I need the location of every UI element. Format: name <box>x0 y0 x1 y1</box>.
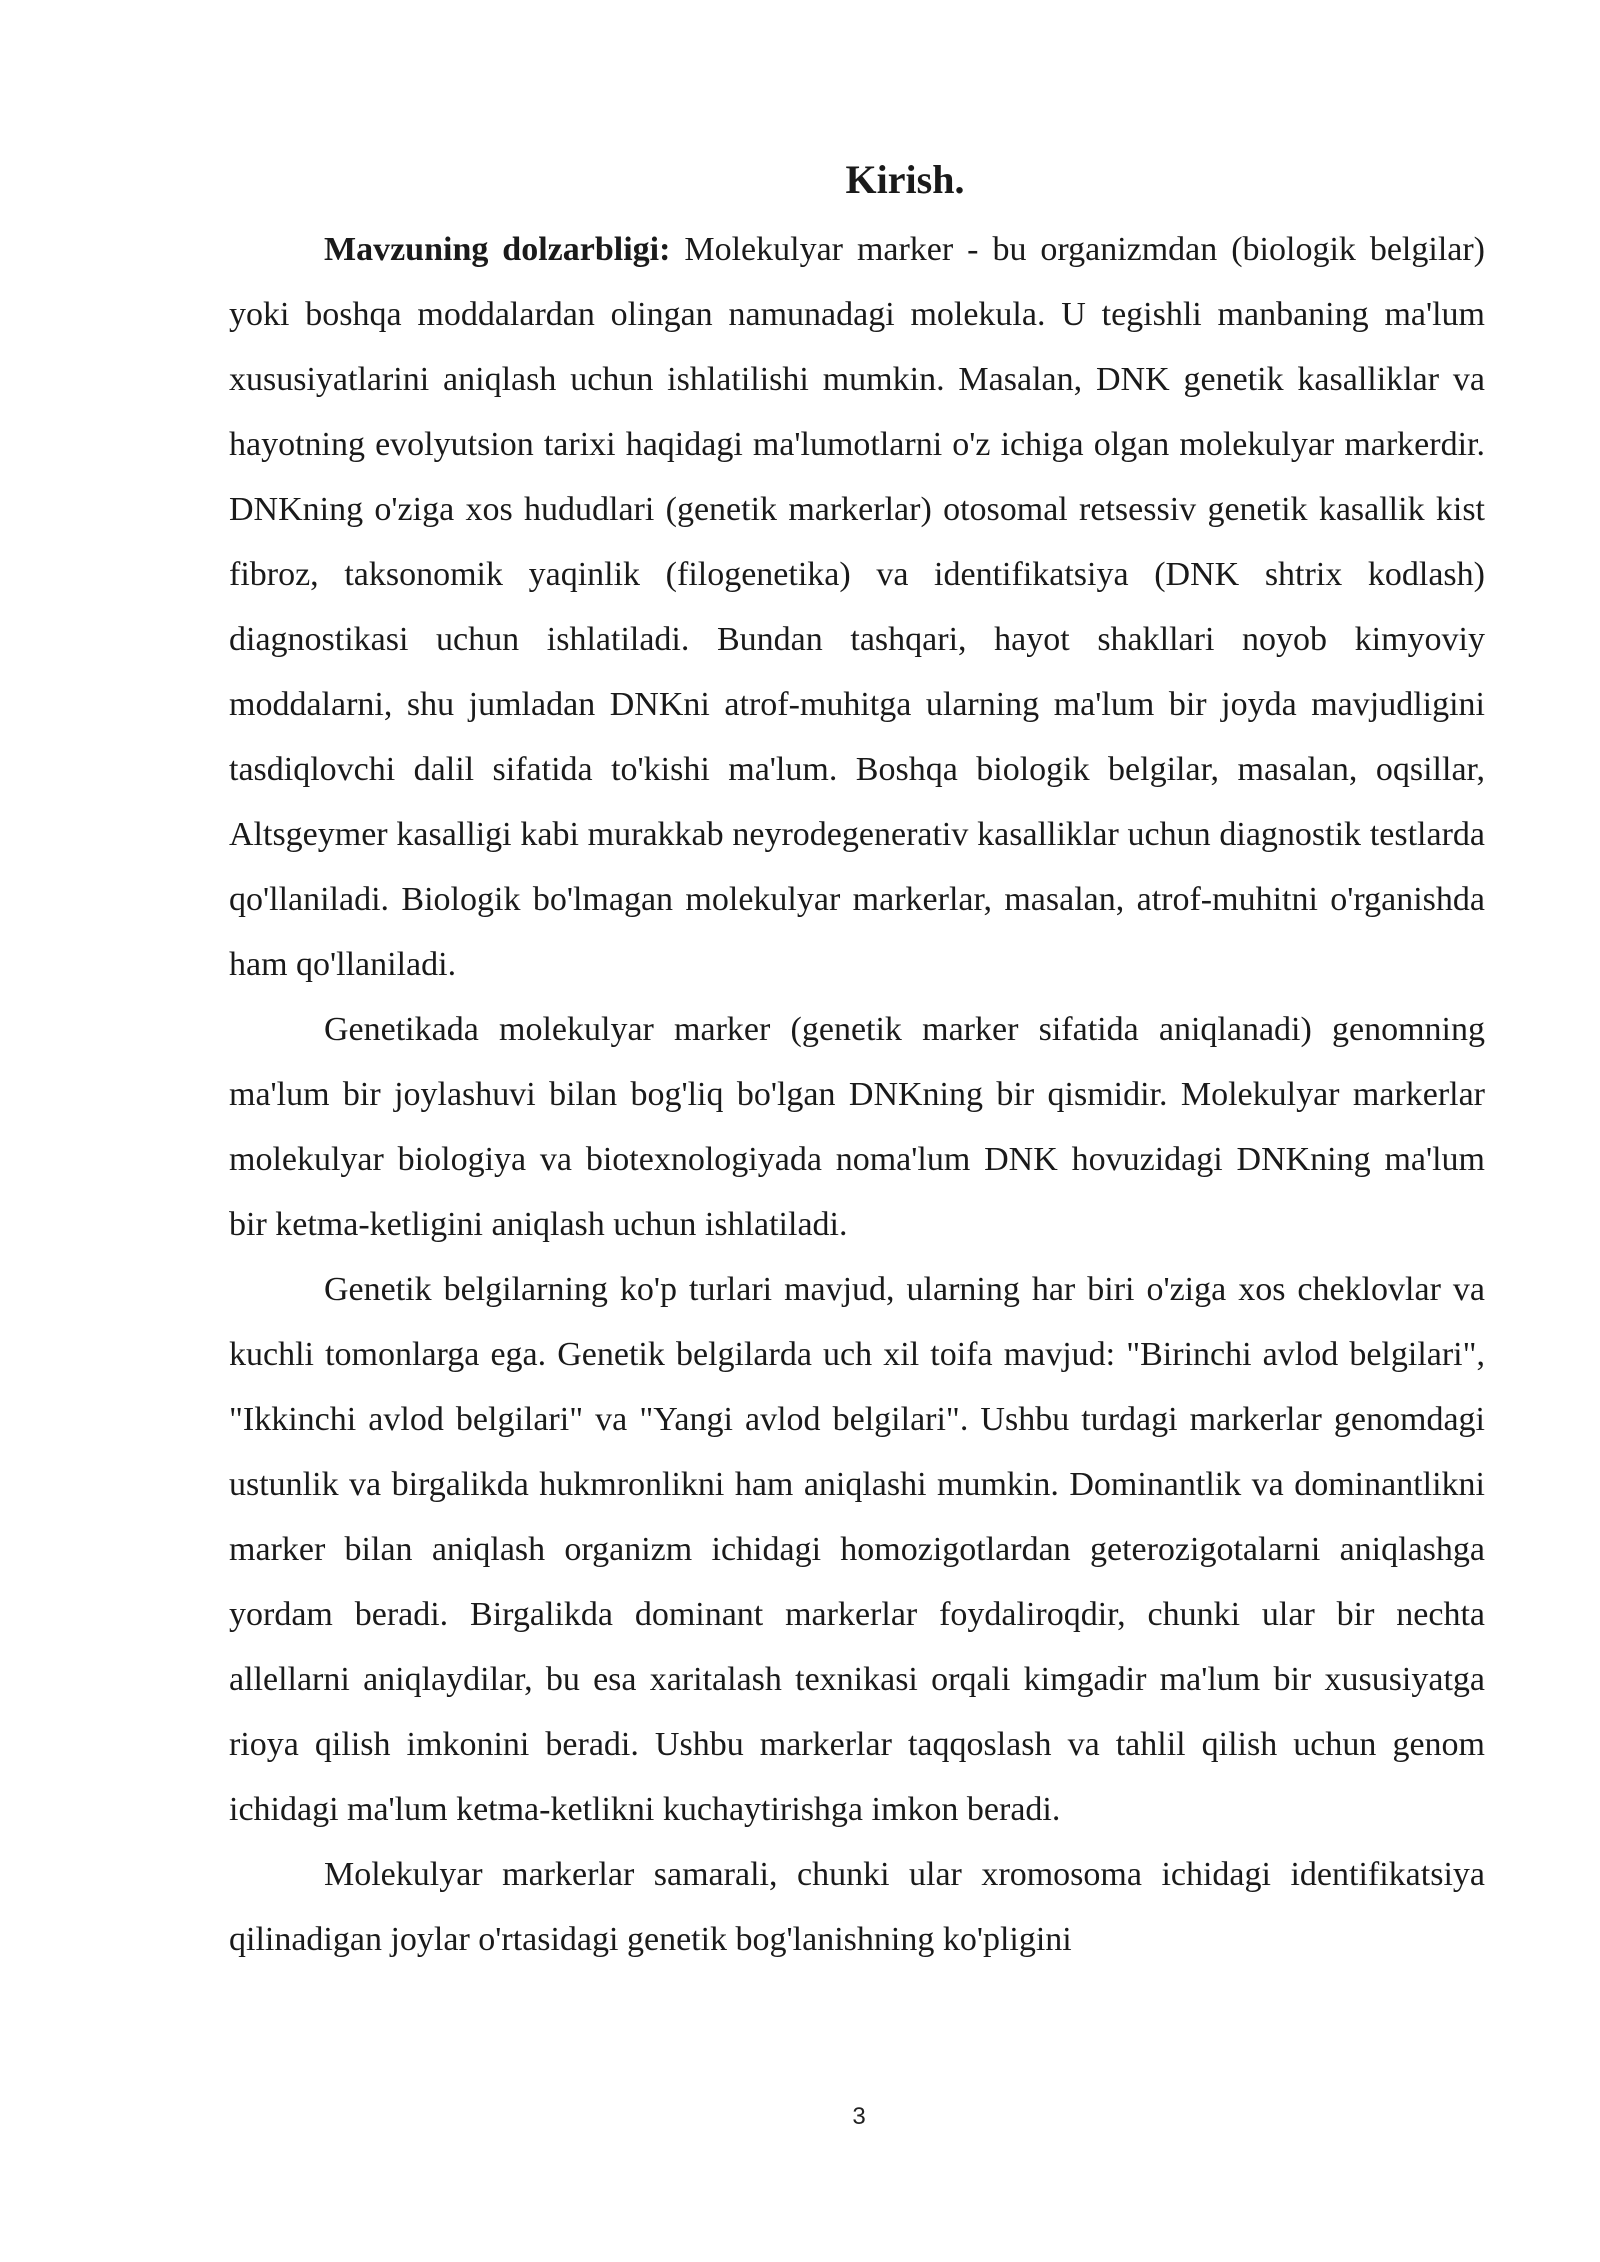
paragraph-4 <box>229 1842 1485 1972</box>
paragraph-text: Molekulyar markerlar samarali, chunki ular xromosoma ichidagi identifikatsiya qilinadigan joylar o'rtasidagi genetik bog'lanishning ko'pligini <box>229 1856 1485 1958</box>
paragraph-2 <box>229 997 1485 1257</box>
body-text <box>229 217 1485 1972</box>
paragraph-text: Molekulyar marker - bu organizmdan (biologik belgilar) yoki boshqa moddalardan olingan namunadagi molekula. U tegishli manbaning ma'lum xususiyatlarini aniqlash uchun ishlatilishi mumkin. Masalan, DNK genetik kasalliklar va hayotning evolyutsion tarixi haqidagi ma'lumotlarni o'z ichiga olgan molekulyar markerdir. DNKning o'ziga xos hududlari (genetik markerlar) otosomal retsessiv genetik kasallik kist fibroz, taksonomik yaqinlik (filogenetika) va identifikatsiya (DNK shtrix kodlash) diagnostikasi uchun ishlatiladi. Bundan tashqari, hayot shakllari noyob kimyoviy moddalarni, shu jumladan DNKni atrof-muhitga ularning ma'lum bir joyda mavjudligini tasdiqlovchi dalil sifatida to'kishi ma'lum. Boshqa biologik belgilar, masalan, oqsillar, Altsgeymer kasalligi kabi murakkab neyrodegenerativ kasalliklar uchun diagnostik testlarda qo'llaniladi. Biologik bo'lmagan molekulyar markerlar, masalan, atrof-muhitni o'rganishda ham qo'llaniladi. <box>229 231 1486 983</box>
paragraph-text: Genetik belgilarning ko'p turlari mavjud, ularning har biri o'ziga xos cheklovlar va kuchli tomonlarga ega. Genetik belgilarda uch xil toifa mavjud: "Birinchi avlod belgilari", "Ikkinchi avlod belgilari" va "Yangi avlod belgilari". Ushbu turdagi markerlar genomdagi ustunlik va birgalikda hukmronlikni ham aniqlashi mumkin. Dominantlik va dominantlikni marker bilan aniqlash organizm ichidagi homozigotlardan geterozigotalarni aniqlashga yordam beradi. Birgalikda dominant markerlar foydaliroqdir, chunki ular bir nechta allellarni aniqlaydilar, bu esa xaritalash texnikasi orqali kimgadir ma'lum bir xususiyatga rioya qilish imkonini beradi. Ushbu markerlar taqqoslash va tahlil qilish uchun genom ichidagi ma'lum ketma-ketlikni kuchaytirishga imkon beradi. <box>229 1271 1485 1828</box>
page-title: Kirish. <box>845 157 965 202</box>
page-number: 3 <box>852 2103 866 2130</box>
paragraph-3 <box>229 1257 1485 1842</box>
paragraph-1 <box>229 217 1485 997</box>
paragraph-text: Genetikada molekulyar marker (genetik marker sifatida aniqlanadi) genomning ma'lum bir joylashuvi bilan bog'liq bo'lgan DNKning bir qismidir. Molekulyar markerlar molekulyar biologiya va biotexnologiyada noma'lum DNK hovuzidagi DNKning ma'lum bir ketma-ketligini aniqlash uchun ishlatiladi. <box>229 1011 1485 1243</box>
paragraph-lead: Mavzuning dolzarbligi: <box>324 231 671 268</box>
